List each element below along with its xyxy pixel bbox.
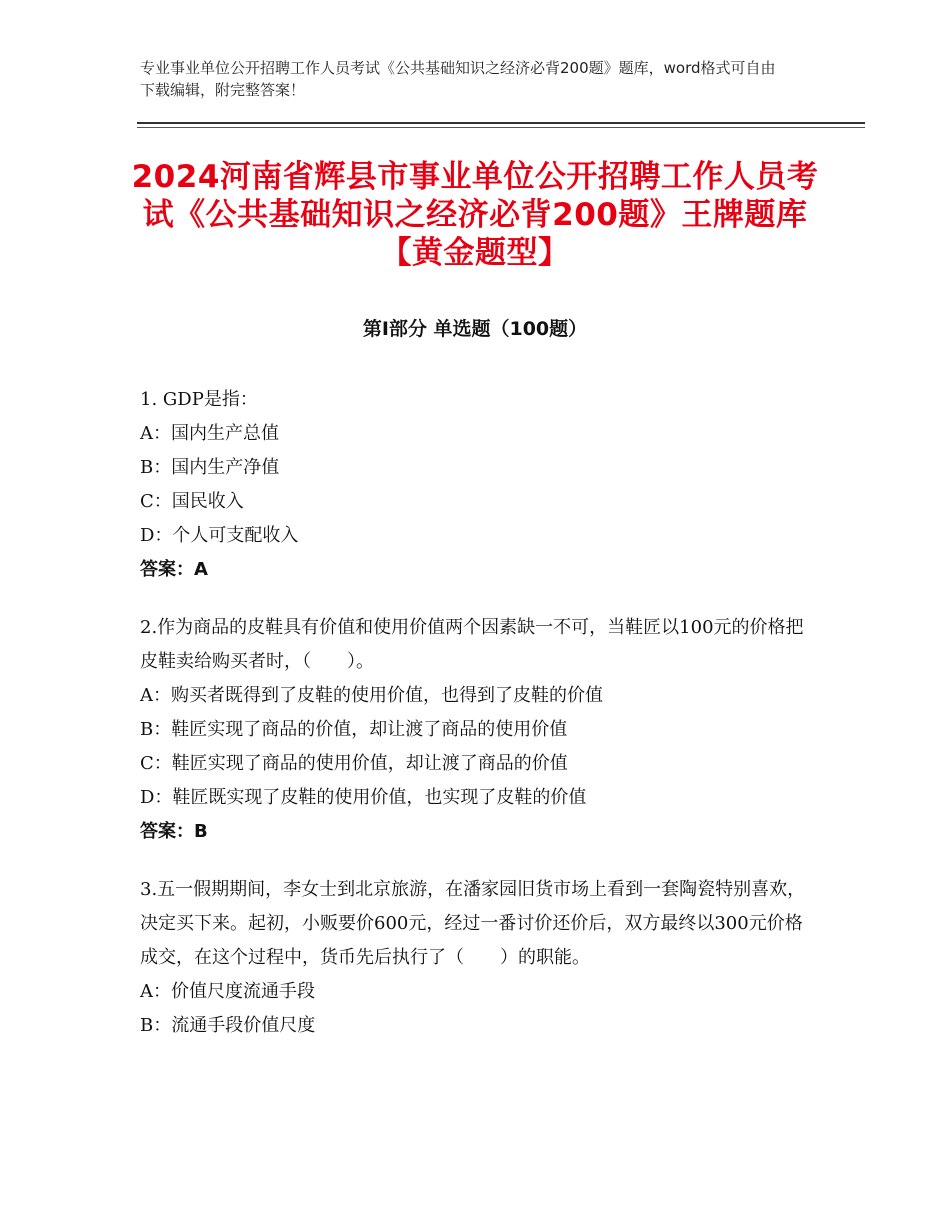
question-2	[140, 611, 810, 849]
option-a: A：国内生产总值	[140, 423, 279, 444]
question-stem: 2.作为商品的皮鞋具有价值和使用价值两个因素缺一不可，当鞋匠以100元的价格把皮鞋卖给购买者时，（ ）。	[140, 617, 804, 672]
section-heading: 第Ⅰ部分 单选题（100题）	[362, 318, 588, 340]
header-rule-thick	[137, 122, 865, 124]
question-list	[140, 383, 810, 1067]
question-stem: 3.五一假期期间，李女士到北京旅游，在潘家园旧货市场上看到一套陶瓷特别喜欢，决定买下来。起初，小贩要价600元，经过一番讨价还价后，双方最终以300元价格成交，在这个过程中，货币先后执行了（ ）的职能。	[140, 879, 806, 968]
header-rule-thin	[137, 127, 865, 128]
option-d: D：个人可支配收入	[140, 525, 299, 546]
option-b: B：流通手段价值尺度	[140, 1015, 316, 1036]
option-b: B：鞋匠实现了商品的价值，却让渡了商品的使用价值	[140, 719, 568, 740]
answer-key: 答案：A	[140, 559, 208, 580]
question-1	[140, 383, 810, 587]
document-title: 2024河南省辉县市事业单位公开招聘工作人员考试《公共基础知识之经济必背200题》王牌题库【黄金题型】	[131, 159, 819, 271]
option-b: B：国内生产净值	[140, 457, 280, 478]
option-c: C：鞋匠实现了商品的使用价值，却让渡了商品的价值	[140, 753, 568, 774]
question-stem: 1. GDP是指：	[140, 389, 258, 410]
option-c: C：国民收入	[140, 491, 244, 512]
answer-key: 答案：B	[140, 821, 208, 842]
option-a: A：价值尺度流通手段	[140, 981, 315, 1002]
option-d: D：鞋匠既实现了皮鞋的使用价值，也实现了皮鞋的价值	[140, 787, 587, 808]
question-3	[140, 873, 810, 1043]
header-note: 专业事业单位公开招聘工作人员考试《公共基础知识之经济必背200题》题库，word格式可自由下载编辑，附完整答案！	[140, 59, 776, 99]
option-a: A：购买者既得到了皮鞋的使用价值，也得到了皮鞋的价值	[140, 685, 603, 706]
